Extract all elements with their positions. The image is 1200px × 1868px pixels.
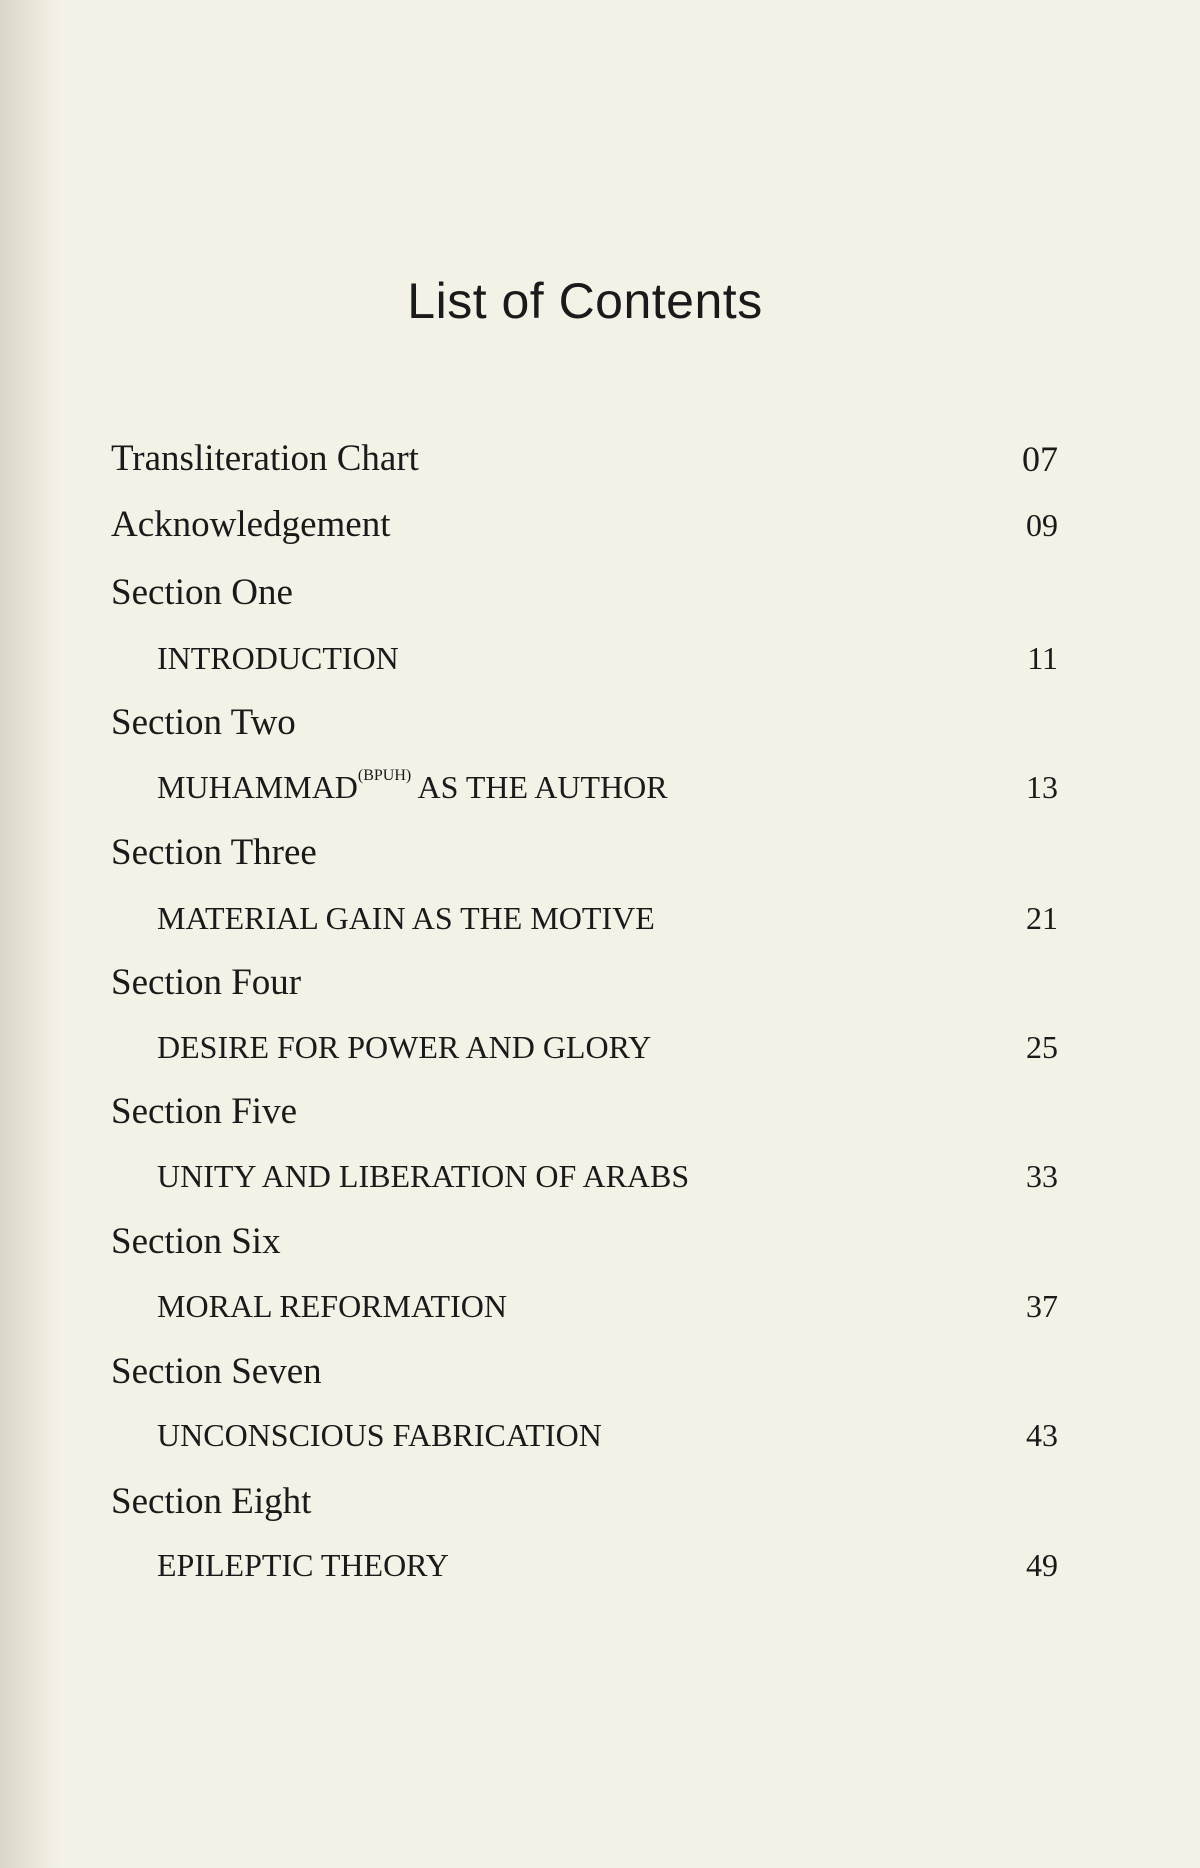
toc-page-number: 13 (1026, 769, 1058, 805)
toc-entry-epileptic-theory[interactable] (0, 1543, 1200, 1587)
toc-section-heading-seven (0, 1350, 1200, 1394)
section-heading: Section One (111, 572, 293, 613)
toc-section-heading-five (0, 1090, 1200, 1134)
page-title: List of Contents (407, 273, 763, 329)
toc-entry-label: DESIRE FOR POWER AND GLORY (157, 1029, 652, 1065)
toc-section-heading-four (0, 961, 1200, 1005)
toc-entry-label: MORAL REFORMATION (157, 1288, 507, 1324)
section-heading: Section Six (111, 1221, 281, 1262)
section-heading: Section Four (111, 962, 302, 1003)
toc-section-heading-two (0, 701, 1200, 745)
toc-entry-label: EPILEPTIC THEORY (157, 1547, 449, 1583)
toc-entry-label: INTRODUCTION (157, 640, 399, 676)
toc-entry-label: UNCONSCIOUS FABRICATION (157, 1417, 602, 1453)
toc-page-number: 25 (1026, 1029, 1058, 1065)
toc-entry-introduction[interactable] (0, 636, 1200, 680)
toc-page-number: 33 (1026, 1158, 1058, 1194)
toc-page-number: 21 (1026, 900, 1058, 936)
toc-entry-label: UNITY AND LIBERATION OF ARABS (157, 1158, 690, 1194)
toc-page-number: 37 (1026, 1288, 1058, 1324)
toc-section-heading-six (0, 1220, 1200, 1264)
toc-entry-unity-and-liberation[interactable] (0, 1154, 1200, 1198)
toc-entry-material-gain[interactable] (0, 896, 1200, 940)
toc-page-number: 11 (1027, 640, 1058, 676)
toc-entry-label: MATERIAL GAIN AS THE MOTIVE (157, 900, 655, 936)
toc-entry-label-main: MUHAMMAD (157, 769, 358, 805)
toc-entry-label: Acknowledgement (111, 504, 391, 545)
toc-page-number: 07 (1022, 439, 1058, 479)
section-heading: Section Five (111, 1091, 298, 1132)
toc-section-heading-one (0, 571, 1200, 615)
section-heading: Section Seven (111, 1351, 322, 1392)
toc-entry-muhammad-as-the-author[interactable] (0, 765, 1200, 809)
toc-entry-label: Transliteration Chart (111, 438, 419, 479)
toc-entry-unconscious-fabrication[interactable] (0, 1413, 1200, 1457)
toc-entry-acknowledgement[interactable] (0, 503, 1200, 547)
toc-entry-label (157, 765, 668, 809)
toc-entry-moral-reformation[interactable] (0, 1284, 1200, 1328)
toc-entry-transliteration-chart[interactable] (0, 437, 1200, 481)
section-heading: Section Two (111, 702, 296, 743)
toc-section-heading-three (0, 831, 1200, 875)
toc-page-number: 43 (1026, 1417, 1058, 1453)
toc-entry-label-suffix: AS THE AUTHOR (411, 769, 668, 805)
section-heading: Section Three (111, 832, 317, 873)
toc-entry-desire-for-power[interactable] (0, 1025, 1200, 1069)
toc-page-number: 49 (1026, 1547, 1058, 1583)
honorific-superscript: (BPUH) (357, 767, 412, 784)
toc-page-number: 09 (1026, 507, 1058, 543)
toc-section-heading-eight (0, 1480, 1200, 1524)
section-heading: Section Eight (111, 1481, 312, 1522)
